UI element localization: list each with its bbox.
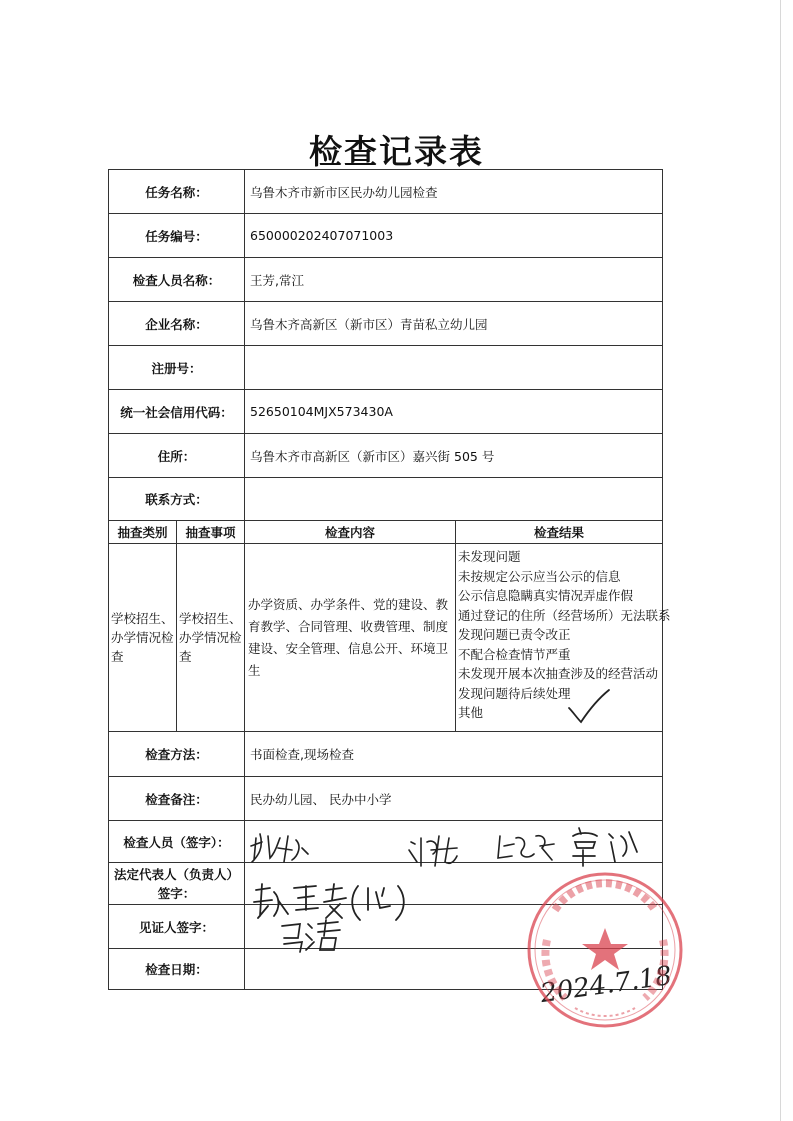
row-reg-no <box>109 346 663 390</box>
result-option: 通过登记的住所（经营场所）无法联系 <box>458 607 671 623</box>
official-seal-stamp <box>525 870 685 1030</box>
inspector-signature-3 <box>492 828 562 868</box>
header-result: 检查结果 <box>456 521 663 544</box>
header-item: 抽查事项 <box>177 521 245 544</box>
witness-signature <box>276 916 346 956</box>
address-label: 住所： <box>109 434 245 478</box>
inspection-category: 学校招生、办学情况检查 <box>109 544 177 732</box>
result-option-selected: 发现问题待后续处理 <box>458 685 571 701</box>
remark-value: 民办幼儿园、 民办中小学 <box>245 777 663 821</box>
witness-label: 见证人签字： <box>109 905 245 949</box>
task-name-value: 乌鲁木齐市新市区民办幼儿园检查 <box>245 170 663 214</box>
result-option: 不配合检查情节严重 <box>458 646 571 662</box>
contact-value <box>245 478 663 521</box>
company-label: 企业名称： <box>109 302 245 346</box>
credit-code-value: 52650104MJX573430A <box>245 390 663 434</box>
row-credit-code <box>109 390 663 434</box>
row-inspection-headers <box>109 521 663 544</box>
handwritten-date: 2024.7.18 <box>538 960 674 1010</box>
row-remark <box>109 777 663 821</box>
row-method <box>109 732 663 777</box>
result-option: 未发现开展本次抽查涉及的经营活动 <box>458 666 659 681</box>
method-label: 检查方法： <box>109 732 245 777</box>
row-task-no <box>109 214 663 258</box>
result-option: 发现问题已责令改正 <box>458 627 571 642</box>
checkmark-icon <box>565 688 611 728</box>
page-title: 检查记录表 <box>309 132 484 171</box>
header-category: 抽查类别 <box>109 521 177 544</box>
row-company <box>109 302 663 346</box>
address-value: 乌鲁木齐市高新区（新市区）嘉兴街 505 号 <box>245 434 663 478</box>
row-address <box>109 434 663 478</box>
task-no-value: 650000202407071003 <box>245 214 663 258</box>
row-task-name <box>109 170 663 214</box>
inspector-signature-4 <box>565 822 645 868</box>
result-option: 公示信息隐瞒真实情况弄虚作假 <box>458 588 634 603</box>
reg-no-value <box>245 346 663 390</box>
result-option: 其他 <box>458 705 484 720</box>
result-option: 未发现问题 <box>458 549 521 564</box>
inspection-item: 学校招生、办学情况检查 <box>177 544 245 732</box>
method-value: 书面检查,现场检查 <box>245 732 663 777</box>
header-content: 检查内容 <box>245 521 456 544</box>
reg-no-label: 注册号： <box>109 346 245 390</box>
inspectors-value: 王芳,常江 <box>245 258 663 302</box>
date-label: 检查日期： <box>109 949 245 990</box>
task-no-label: 任务编号： <box>109 214 245 258</box>
inspectors-label: 检查人员名称： <box>109 258 245 302</box>
inspector-signature-2 <box>405 832 465 870</box>
inspection-results <box>456 544 671 732</box>
signers-label: 检查人员（签字）： <box>109 821 245 863</box>
company-value: 乌鲁木齐高新区（新市区）青苗私立幼儿园 <box>245 302 663 346</box>
inspector-signature-1 <box>248 828 318 868</box>
inspection-content: 办学资质、办学条件、党的建设、教育教学、合同管理、收费管理、制度建设、安全管理、信息公开、环境卫生 <box>245 544 456 732</box>
row-inspectors <box>109 258 663 302</box>
contact-label: 联系方式： <box>109 478 245 521</box>
remark-label: 检查备注： <box>109 777 245 821</box>
row-contact <box>109 478 663 521</box>
task-name-label: 任务名称： <box>109 170 245 214</box>
result-option: 未按规定公示应当公示的信息 <box>458 568 621 584</box>
credit-code-label: 统一社会信用代码： <box>109 390 245 434</box>
legal-rep-label: 法定代表人（负责人）签字： <box>109 863 245 905</box>
